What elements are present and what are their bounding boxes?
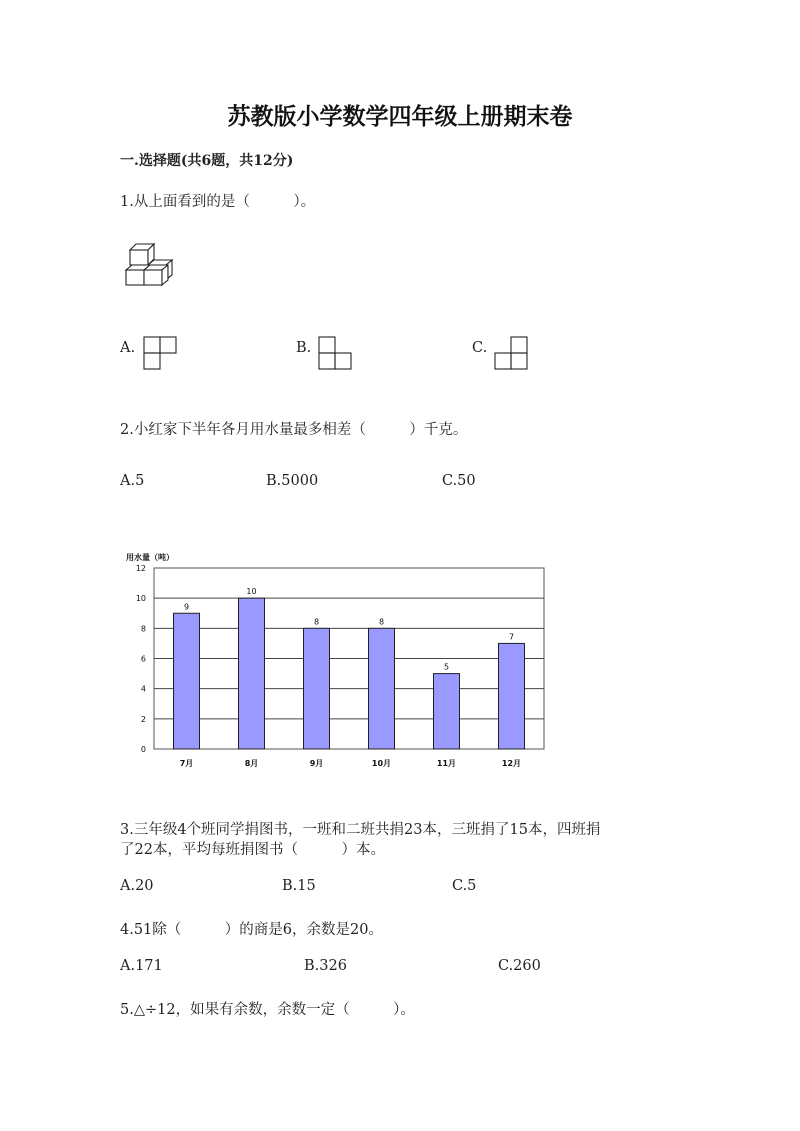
x-tick-label: 7月 xyxy=(179,759,194,768)
q1-option-c-figure xyxy=(494,336,530,370)
q3-option-c: C.5 xyxy=(452,878,477,894)
data-label: 8 xyxy=(313,617,320,627)
question-3-line-1: 3.三年级4个班同学捐图书，一班和二班共捐23本，三班捐了15本，四班捐 xyxy=(120,822,601,838)
data-label: 10 xyxy=(246,587,257,597)
y-tick-label: 12 xyxy=(135,564,146,573)
q3-option-a: A.20 xyxy=(120,878,154,894)
water-usage-chart xyxy=(120,548,560,784)
y-axis-label: 用水量（吨） xyxy=(126,553,174,562)
q4-option-a: A.171 xyxy=(120,958,163,974)
bar xyxy=(304,628,330,749)
x-tick-label: 9月 xyxy=(309,759,324,768)
data-label: 7 xyxy=(508,632,515,642)
y-tick-label: 6 xyxy=(140,654,146,664)
y-tick-label: 10 xyxy=(135,594,146,604)
q1-option-a-label: A. xyxy=(120,340,136,356)
bar xyxy=(369,628,395,749)
q1-option-b-figure xyxy=(318,336,354,370)
bar xyxy=(174,613,200,749)
q1-option-c-label: C. xyxy=(472,340,488,356)
x-tick-label: 12月 xyxy=(501,759,522,768)
section-heading: 一.选择题(共6题，共12分) xyxy=(120,153,294,169)
data-label: 8 xyxy=(378,617,385,627)
bar-chart-svg xyxy=(120,548,560,780)
q4-option-b: B.326 xyxy=(304,958,347,974)
y-tick-label: 4 xyxy=(140,684,146,694)
question-3-line-2: 了22本，平均每班捐图书（ ）本。 xyxy=(120,842,385,858)
question-2-text: 2.小红家下半年各月用水量最多相差（ ）千克。 xyxy=(120,422,468,438)
q3-option-b: B.15 xyxy=(282,878,316,894)
bar xyxy=(499,643,525,749)
q1-option-b-label: B. xyxy=(296,340,312,356)
question-1-text: 1.从上面看到的是（ ）。 xyxy=(120,194,316,210)
question-5-text: 5.△÷12，如果有余数，余数一定（ ）。 xyxy=(120,1002,415,1018)
x-tick-label: 11月 xyxy=(436,759,457,768)
page-title: 苏教版小学数学四年级上册期末卷 xyxy=(227,103,573,130)
q2-option-b: B.5000 xyxy=(266,473,319,489)
y-tick-label: 0 xyxy=(140,745,146,754)
bar xyxy=(434,674,460,749)
bar xyxy=(239,598,265,749)
q2-option-a: A.5 xyxy=(120,473,145,489)
x-tick-label: 8月 xyxy=(244,759,259,768)
y-tick-label: 8 xyxy=(140,624,146,634)
x-tick-label: 10月 xyxy=(371,759,392,768)
q1-option-a-figure xyxy=(143,336,179,370)
q2-option-c: C.50 xyxy=(442,473,476,489)
q4-option-c: C.260 xyxy=(498,958,541,974)
data-label: 5 xyxy=(443,662,450,672)
question-4-text: 4.51除（ ）的商是6，余数是20。 xyxy=(120,922,383,938)
y-tick-label: 2 xyxy=(140,714,146,724)
cube-stack-figure xyxy=(118,240,182,290)
data-label: 9 xyxy=(183,602,190,612)
